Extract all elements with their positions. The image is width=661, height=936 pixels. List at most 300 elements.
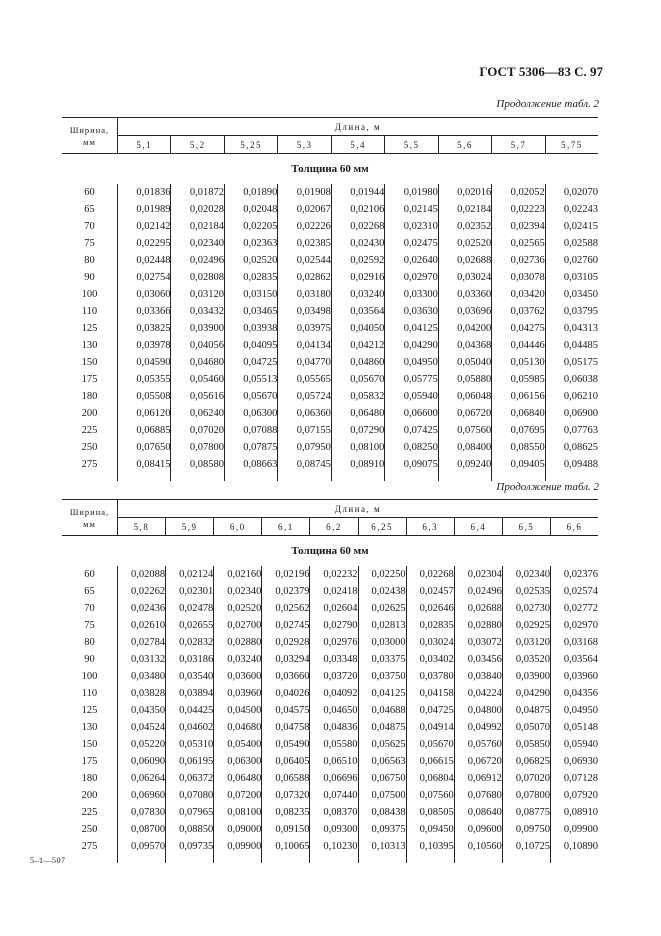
column-header: 5,25 xyxy=(224,136,277,154)
value-cell: 0,05850 xyxy=(502,736,550,753)
value-cell: 0,08250 xyxy=(385,439,438,456)
value-cell: 0,04860 xyxy=(331,354,384,371)
value-cell: 0,02418 xyxy=(310,583,358,600)
section-title: Толщина 60 мм xyxy=(291,545,369,557)
value-cell: 0,04524 xyxy=(130,722,166,733)
width-cell: 110 xyxy=(62,685,118,702)
value-cell: 0,04368 xyxy=(438,337,491,354)
value-cell: 0,04290 xyxy=(502,685,550,702)
value-cell: 0,03186 xyxy=(166,651,214,668)
value-cell: 0,09900 xyxy=(214,838,262,855)
value-cell: 0,08400 xyxy=(438,439,491,456)
value-cell: 0,02340 xyxy=(214,583,262,600)
value-cell: 0,03420 xyxy=(492,286,545,303)
value-cell: 0,08625 xyxy=(545,439,598,456)
value-cell: 0,09075 xyxy=(385,456,438,473)
value-cell: 0,02376 xyxy=(550,566,598,583)
value-cell: 0,02646 xyxy=(406,600,454,617)
table-row xyxy=(62,719,598,736)
value-cell: 0,04125 xyxy=(358,685,406,702)
width-header: Ширина, мм xyxy=(62,118,118,154)
value-cell: 0,07560 xyxy=(406,787,454,804)
width-cell: 80 xyxy=(62,634,118,651)
value-cell: 0,02604 xyxy=(310,600,358,617)
value-cell: 0,02496 xyxy=(171,252,224,269)
value-cell: 0,06210 xyxy=(545,388,598,405)
tail-cell xyxy=(171,473,224,481)
value-cell: 0,03132 xyxy=(130,654,166,665)
value-cell: 0,02880 xyxy=(454,617,502,634)
value-cell: 0,05616 xyxy=(171,388,224,405)
value-cell: 0,06960 xyxy=(130,790,166,801)
value-cell: 0,07695 xyxy=(492,422,545,439)
value-cell: 0,09488 xyxy=(545,456,598,473)
width-cell: 200 xyxy=(62,787,118,804)
value-cell: 0,08370 xyxy=(310,804,358,821)
table-row xyxy=(62,668,598,685)
value-cell: 0,09000 xyxy=(214,821,262,838)
column-header: 6,3 xyxy=(406,518,454,536)
tail-cell xyxy=(406,855,454,863)
value-cell: 0,07950 xyxy=(278,439,331,456)
column-header: 6,0 xyxy=(214,518,262,536)
section-row xyxy=(62,154,598,185)
footer-code: 5–1—507 xyxy=(30,856,66,865)
value-cell: 0,04125 xyxy=(385,320,438,337)
tail-cell xyxy=(214,855,262,863)
length-header: Длина, м xyxy=(118,500,599,518)
width-cell: 175 xyxy=(62,371,118,388)
table-row xyxy=(62,269,598,286)
value-cell: 0,03120 xyxy=(171,286,224,303)
value-cell: 0,05880 xyxy=(438,371,491,388)
width-cell: 100 xyxy=(62,286,118,303)
value-cell: 0,05724 xyxy=(278,388,331,405)
value-cell: 0,03240 xyxy=(331,286,384,303)
tail-cell xyxy=(262,855,310,863)
value-cell: 0,05760 xyxy=(454,736,502,753)
value-cell: 0,07965 xyxy=(166,804,214,821)
value-cell: 0,02106 xyxy=(331,201,384,218)
value-cell: 0,03366 xyxy=(136,306,171,317)
width-cell: 60 xyxy=(62,184,118,201)
value-cell: 0,03520 xyxy=(502,651,550,668)
value-cell: 0,05400 xyxy=(214,736,262,753)
value-cell: 0,02745 xyxy=(262,617,310,634)
tail-cell xyxy=(118,855,166,863)
value-cell: 0,09240 xyxy=(438,456,491,473)
value-cell: 0,08850 xyxy=(166,821,214,838)
table-row xyxy=(62,371,598,388)
value-cell: 0,02232 xyxy=(310,566,358,583)
value-cell: 0,03498 xyxy=(278,303,331,320)
value-cell: 0,02736 xyxy=(492,252,545,269)
width-header: Ширина, мм xyxy=(62,500,118,536)
value-cell: 0,02520 xyxy=(438,235,491,252)
value-cell: 0,04134 xyxy=(278,337,331,354)
value-cell: 0,05775 xyxy=(385,371,438,388)
tail-cell xyxy=(550,855,598,863)
value-cell: 0,09900 xyxy=(550,821,598,838)
value-cell: 0,06195 xyxy=(166,753,214,770)
value-cell: 0,02535 xyxy=(502,583,550,600)
value-cell: 0,03432 xyxy=(171,303,224,320)
value-cell: 0,05148 xyxy=(550,719,598,736)
value-cell: 0,07763 xyxy=(545,422,598,439)
value-cell: 0,06372 xyxy=(166,770,214,787)
width-cell: 65 xyxy=(62,201,118,218)
width-cell: 180 xyxy=(62,770,118,787)
value-cell: 0,02028 xyxy=(171,201,224,218)
value-cell: 0,07080 xyxy=(166,787,214,804)
value-cell: 0,07800 xyxy=(502,787,550,804)
value-cell: 0,02160 xyxy=(214,566,262,583)
tail-cell xyxy=(438,473,491,481)
tail-cell xyxy=(278,473,331,481)
value-cell: 0,02976 xyxy=(310,634,358,651)
value-cell: 0,02268 xyxy=(331,218,384,235)
value-cell: 0,04446 xyxy=(492,337,545,354)
value-cell: 0,08640 xyxy=(454,804,502,821)
value-cell: 0,05985 xyxy=(492,371,545,388)
value-cell: 0,09300 xyxy=(310,821,358,838)
value-cell: 0,04688 xyxy=(358,702,406,719)
width-cell: 275 xyxy=(62,838,118,855)
value-cell: 0,03060 xyxy=(136,289,171,300)
value-cell: 0,02754 xyxy=(136,272,171,283)
width-cell: 150 xyxy=(62,354,118,371)
value-cell: 0,10313 xyxy=(358,838,406,855)
value-cell: 0,02496 xyxy=(454,583,502,600)
value-cell: 0,08910 xyxy=(550,804,598,821)
tail-cell xyxy=(492,473,545,481)
value-cell: 0,02226 xyxy=(278,218,331,235)
value-cell: 0,03720 xyxy=(310,668,358,685)
value-cell: 0,03120 xyxy=(502,634,550,651)
tail-cell xyxy=(224,473,277,481)
value-cell: 0,03840 xyxy=(454,668,502,685)
value-cell: 0,04875 xyxy=(502,702,550,719)
value-cell: 0,08910 xyxy=(331,456,384,473)
table-row xyxy=(62,184,598,201)
value-cell: 0,04992 xyxy=(454,719,502,736)
value-cell: 0,09600 xyxy=(454,821,502,838)
value-cell: 0,06696 xyxy=(310,770,358,787)
value-cell: 0,03938 xyxy=(224,320,277,337)
table-row xyxy=(62,405,598,422)
value-cell: 0,02478 xyxy=(166,600,214,617)
width-cell: 90 xyxy=(62,651,118,668)
value-cell: 0,09450 xyxy=(406,821,454,838)
value-cell: 0,03696 xyxy=(438,303,491,320)
width-cell: 250 xyxy=(62,821,118,838)
page-header: ГОСТ 5306—83 С. 97 xyxy=(479,64,603,79)
value-cell: 0,08700 xyxy=(130,824,166,835)
value-cell: 0,06912 xyxy=(454,770,502,787)
table-row xyxy=(62,354,598,371)
value-cell: 0,07200 xyxy=(214,787,262,804)
table-row xyxy=(62,821,598,838)
value-cell: 0,07500 xyxy=(358,787,406,804)
value-cell: 0,02625 xyxy=(358,600,406,617)
value-cell: 0,04425 xyxy=(166,702,214,719)
value-cell: 0,10560 xyxy=(454,838,502,855)
value-cell: 0,04680 xyxy=(214,719,262,736)
value-cell: 0,03360 xyxy=(438,286,491,303)
value-cell: 0,09405 xyxy=(492,456,545,473)
tail-cell xyxy=(166,855,214,863)
width-cell: 75 xyxy=(62,235,118,252)
length-header: Длина, м xyxy=(118,118,599,136)
column-header: 5,6 xyxy=(438,136,491,154)
column-header: 6,2 xyxy=(310,518,358,536)
value-cell: 0,06600 xyxy=(385,405,438,422)
value-cell: 0,04095 xyxy=(224,337,277,354)
continuation-label: Продолжение табл. 2 xyxy=(496,481,599,493)
value-cell: 0,07800 xyxy=(171,439,224,456)
table-row xyxy=(62,456,598,473)
value-cell: 0,01908 xyxy=(278,184,331,201)
value-cell: 0,10230 xyxy=(310,838,358,855)
value-cell: 0,02243 xyxy=(545,201,598,218)
value-cell: 0,02813 xyxy=(358,617,406,634)
value-cell: 0,08415 xyxy=(136,459,171,470)
width-cell: 175 xyxy=(62,753,118,770)
value-cell: 0,01980 xyxy=(385,184,438,201)
value-cell: 0,03000 xyxy=(358,634,406,651)
value-cell: 0,04313 xyxy=(545,320,598,337)
value-cell: 0,05310 xyxy=(166,736,214,753)
width-cell: 200 xyxy=(62,405,118,422)
table-row xyxy=(62,286,598,303)
value-cell: 0,02250 xyxy=(358,566,406,583)
value-cell: 0,05940 xyxy=(550,736,598,753)
value-cell: 0,02438 xyxy=(358,583,406,600)
value-cell: 0,02916 xyxy=(331,269,384,286)
value-cell: 0,03540 xyxy=(166,668,214,685)
value-cell: 0,05670 xyxy=(406,736,454,753)
value-cell: 0,04092 xyxy=(310,685,358,702)
value-cell: 0,02196 xyxy=(262,566,310,583)
value-cell: 0,02880 xyxy=(214,634,262,651)
column-header: 5,5 xyxy=(385,136,438,154)
value-cell: 0,04356 xyxy=(550,685,598,702)
value-cell: 0,02052 xyxy=(492,184,545,201)
value-cell: 0,08550 xyxy=(492,439,545,456)
value-cell: 0,03750 xyxy=(358,668,406,685)
value-cell: 0,06090 xyxy=(130,756,166,767)
value-cell: 0,02592 xyxy=(331,252,384,269)
value-cell: 0,02688 xyxy=(454,600,502,617)
value-cell: 0,03900 xyxy=(502,668,550,685)
value-cell: 0,07830 xyxy=(130,807,166,818)
value-cell: 0,02700 xyxy=(214,617,262,634)
value-cell: 0,03900 xyxy=(171,320,224,337)
value-cell: 0,02295 xyxy=(136,238,171,249)
table-row xyxy=(62,702,598,719)
value-cell: 0,02436 xyxy=(130,603,166,614)
value-cell: 0,01836 xyxy=(136,187,171,198)
value-cell: 0,02310 xyxy=(385,218,438,235)
column-header: 5,7 xyxy=(492,136,545,154)
value-cell: 0,05175 xyxy=(545,354,598,371)
value-cell: 0,09375 xyxy=(358,821,406,838)
value-cell: 0,03825 xyxy=(136,323,171,334)
column-header: 6,4 xyxy=(454,518,502,536)
value-cell: 0,05130 xyxy=(492,354,545,371)
value-cell: 0,02457 xyxy=(406,583,454,600)
value-cell: 0,02610 xyxy=(130,620,166,631)
value-cell: 0,10065 xyxy=(262,838,310,855)
value-cell: 0,02475 xyxy=(385,235,438,252)
value-cell: 0,06563 xyxy=(358,753,406,770)
value-cell: 0,02145 xyxy=(385,201,438,218)
value-cell: 0,02352 xyxy=(438,218,491,235)
value-cell: 0,08775 xyxy=(502,804,550,821)
width-cell: 90 xyxy=(62,269,118,286)
value-cell: 0,02970 xyxy=(550,617,598,634)
table-row xyxy=(62,235,598,252)
value-cell: 0,04602 xyxy=(166,719,214,736)
tail-cell xyxy=(358,855,406,863)
column-header: 6,1 xyxy=(262,518,310,536)
tail-cell xyxy=(385,473,438,481)
value-cell: 0,03960 xyxy=(550,668,598,685)
value-cell: 0,06588 xyxy=(262,770,310,787)
width-cell: 225 xyxy=(62,804,118,821)
value-cell: 0,06264 xyxy=(130,773,166,784)
width-cell: 70 xyxy=(62,600,118,617)
value-cell: 0,10725 xyxy=(502,838,550,855)
value-cell: 0,03456 xyxy=(454,651,502,668)
value-cell: 0,08100 xyxy=(214,804,262,821)
value-cell: 0,06720 xyxy=(438,405,491,422)
value-cell: 0,02301 xyxy=(166,583,214,600)
column-header: 5,1 xyxy=(118,136,171,154)
table-row xyxy=(62,753,598,770)
table-row xyxy=(62,583,598,600)
value-cell: 0,05508 xyxy=(136,391,171,402)
value-cell: 0,06825 xyxy=(502,753,550,770)
value-cell: 0,06048 xyxy=(438,388,491,405)
value-cell: 0,08505 xyxy=(406,804,454,821)
value-cell: 0,04050 xyxy=(331,320,384,337)
value-cell: 0,04224 xyxy=(454,685,502,702)
value-cell: 0,02862 xyxy=(278,269,331,286)
section-title: Толщина 60 мм xyxy=(291,163,369,175)
value-cell: 0,02340 xyxy=(502,566,550,583)
value-cell: 0,02385 xyxy=(278,235,331,252)
tail-cell xyxy=(62,855,118,863)
table-row xyxy=(62,804,598,821)
value-cell: 0,10395 xyxy=(406,838,454,855)
value-cell: 0,02016 xyxy=(438,184,491,201)
column-header: 6,5 xyxy=(502,518,550,536)
value-cell: 0,03795 xyxy=(545,303,598,320)
value-cell: 0,07680 xyxy=(454,787,502,804)
value-cell: 0,02340 xyxy=(171,235,224,252)
value-cell: 0,04350 xyxy=(130,705,166,716)
table-row xyxy=(62,252,598,269)
value-cell: 0,09735 xyxy=(166,838,214,855)
value-cell: 0,03600 xyxy=(214,668,262,685)
width-cell: 130 xyxy=(62,337,118,354)
value-cell: 0,09750 xyxy=(502,821,550,838)
value-cell: 0,03240 xyxy=(214,651,262,668)
value-cell: 0,03480 xyxy=(130,671,166,682)
table-tail xyxy=(62,473,598,481)
value-cell: 0,03402 xyxy=(406,651,454,668)
value-cell: 0,06885 xyxy=(136,425,171,436)
value-cell: 0,05625 xyxy=(358,736,406,753)
value-cell: 0,03960 xyxy=(214,685,262,702)
value-cell: 0,02835 xyxy=(224,269,277,286)
value-cell: 0,03024 xyxy=(406,634,454,651)
value-cell: 0,07020 xyxy=(171,422,224,439)
value-cell: 0,04680 xyxy=(171,354,224,371)
value-cell: 0,05670 xyxy=(224,388,277,405)
value-cell: 0,02925 xyxy=(502,617,550,634)
weight-table-2 xyxy=(62,499,598,863)
width-cell: 60 xyxy=(62,566,118,583)
value-cell: 0,07920 xyxy=(550,787,598,804)
value-cell: 0,04275 xyxy=(492,320,545,337)
column-header: 5,3 xyxy=(278,136,331,154)
value-cell: 0,02415 xyxy=(545,218,598,235)
table-row xyxy=(62,600,598,617)
width-cell: 225 xyxy=(62,422,118,439)
value-cell: 0,06720 xyxy=(454,753,502,770)
value-cell: 0,05070 xyxy=(502,719,550,736)
table-row xyxy=(62,685,598,702)
value-cell: 0,07020 xyxy=(502,770,550,787)
value-cell: 0,02784 xyxy=(130,637,166,648)
value-cell: 0,02448 xyxy=(136,255,171,266)
value-cell: 0,02184 xyxy=(171,218,224,235)
value-cell: 0,06804 xyxy=(406,770,454,787)
value-cell: 0,07290 xyxy=(331,422,384,439)
value-cell: 0,04770 xyxy=(278,354,331,371)
value-cell: 0,02394 xyxy=(492,218,545,235)
weight-table-1 xyxy=(62,117,598,481)
column-header: 5,2 xyxy=(171,136,224,154)
value-cell: 0,05220 xyxy=(130,739,166,750)
value-cell: 0,04836 xyxy=(310,719,358,736)
value-cell: 0,06480 xyxy=(214,770,262,787)
value-cell: 0,04500 xyxy=(214,702,262,719)
value-cell: 0,04725 xyxy=(224,354,277,371)
tail-cell xyxy=(454,855,502,863)
value-cell: 0,04914 xyxy=(406,719,454,736)
table-row xyxy=(62,787,598,804)
value-cell: 0,05940 xyxy=(385,388,438,405)
table-row xyxy=(62,320,598,337)
value-cell: 0,06240 xyxy=(171,405,224,422)
value-cell: 0,03078 xyxy=(492,269,545,286)
value-cell: 0,04158 xyxy=(406,685,454,702)
value-cell: 0,06360 xyxy=(278,405,331,422)
table-row xyxy=(62,736,598,753)
value-cell: 0,02574 xyxy=(550,583,598,600)
value-cell: 0,03894 xyxy=(166,685,214,702)
value-cell: 0,03975 xyxy=(278,320,331,337)
value-cell: 0,03300 xyxy=(385,286,438,303)
width-cell: 125 xyxy=(62,702,118,719)
value-cell: 0,02048 xyxy=(224,201,277,218)
table-row xyxy=(62,439,598,456)
width-cell: 150 xyxy=(62,736,118,753)
value-cell: 0,02223 xyxy=(492,201,545,218)
